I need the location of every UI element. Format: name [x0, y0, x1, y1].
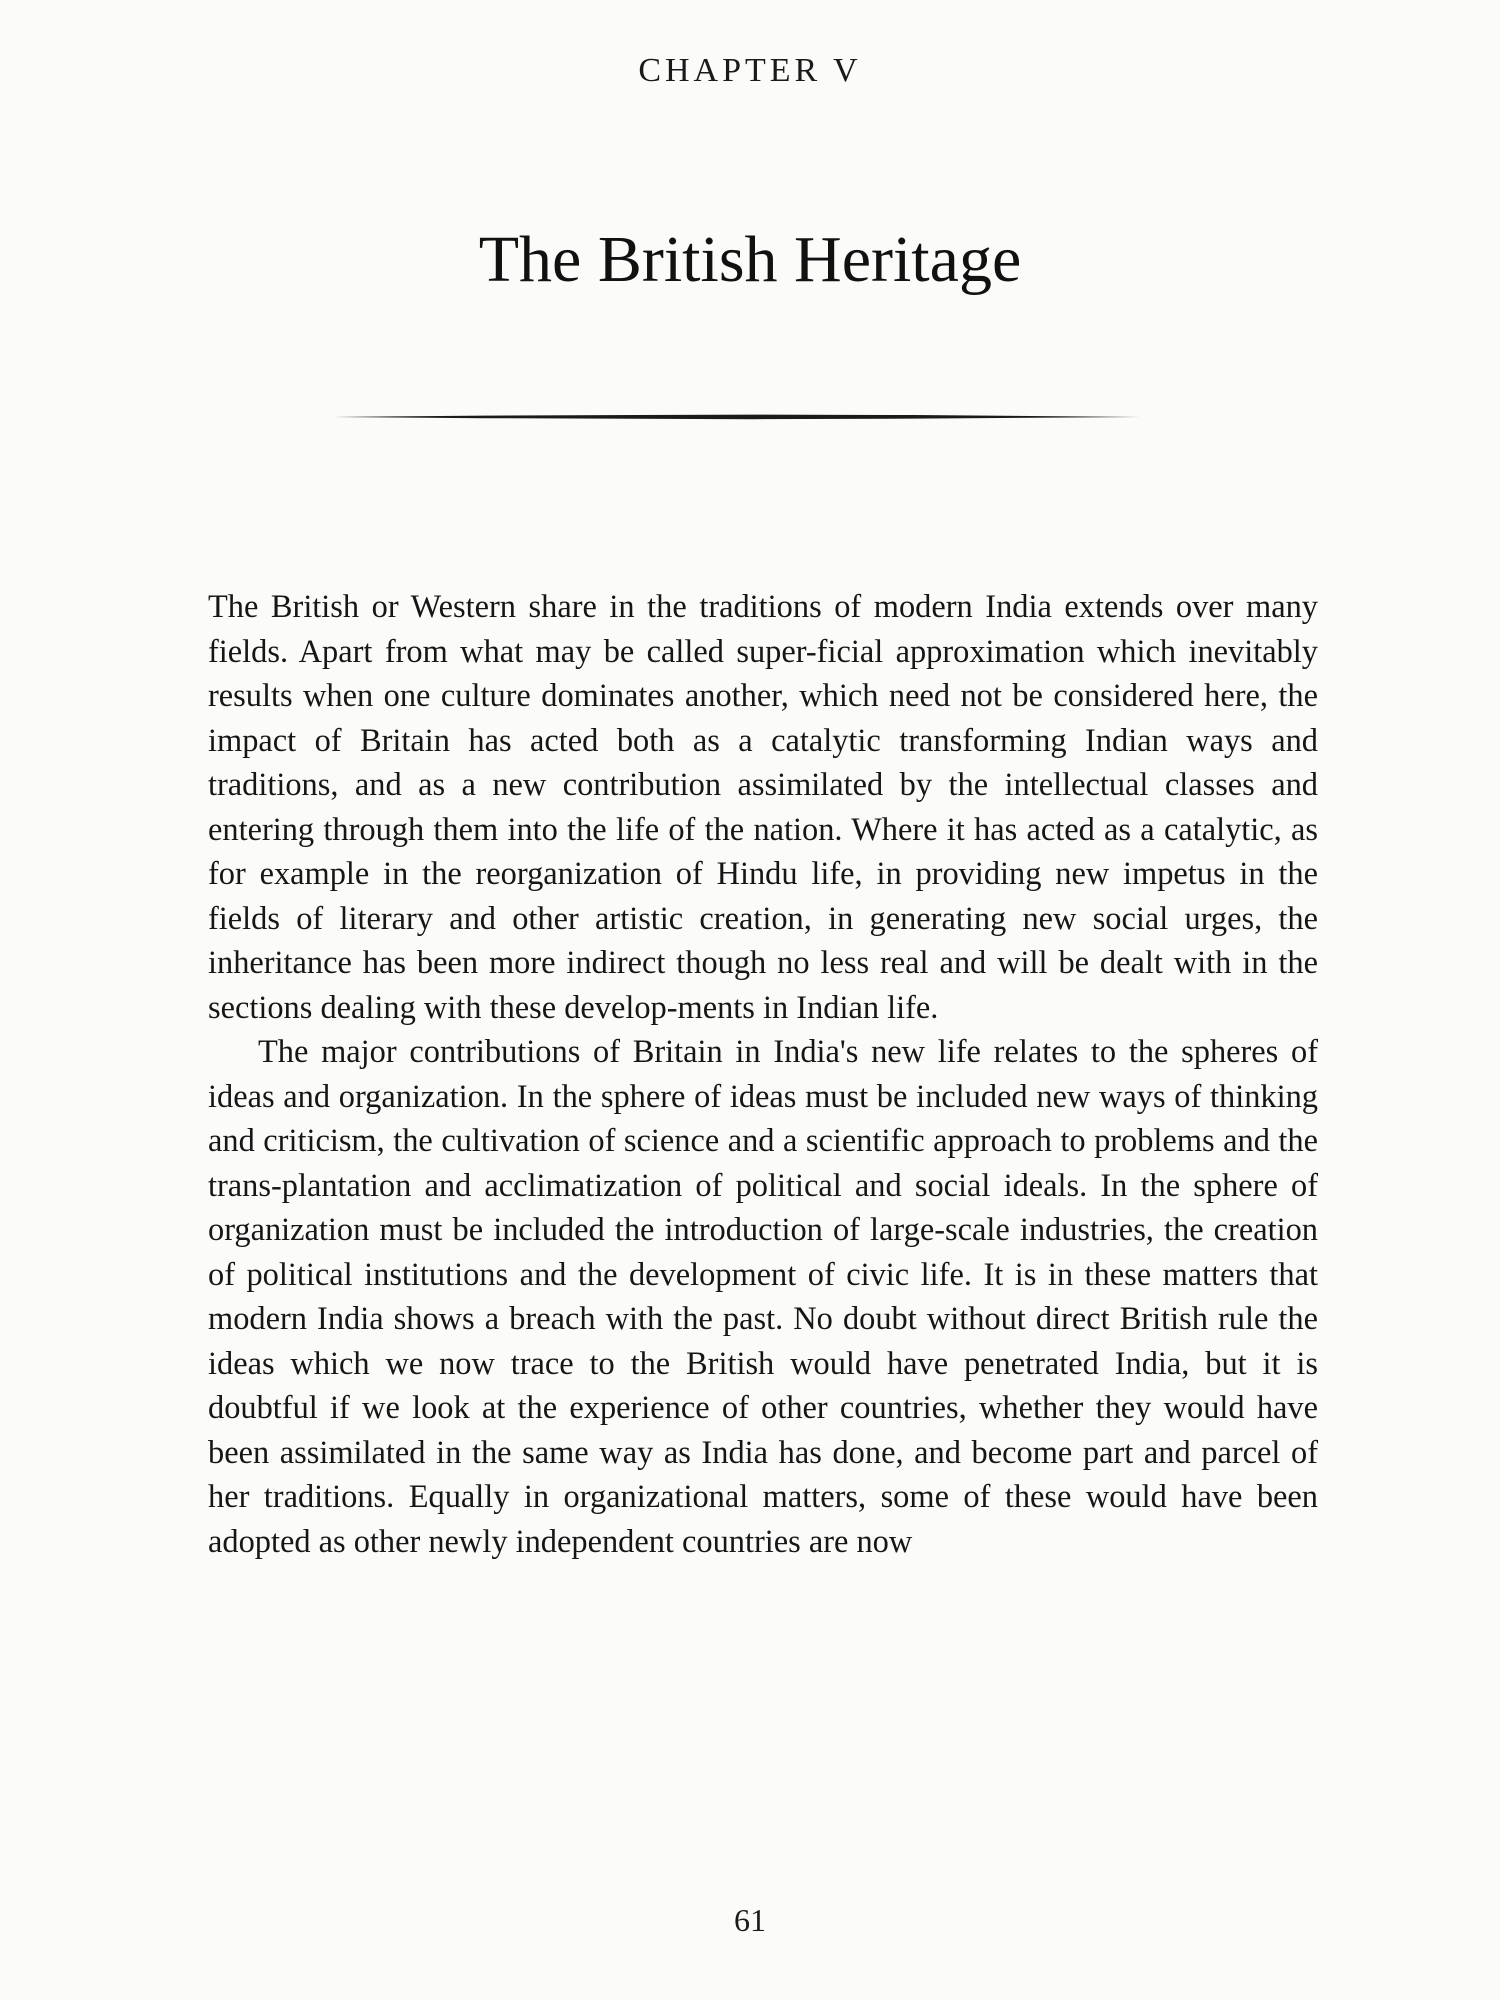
body-text — [208, 585, 1318, 1564]
page-number: 61 — [734, 1902, 766, 1938]
title-divider — [334, 414, 1140, 420]
chapter-title: The British Heritage — [478, 223, 1022, 297]
paragraph-1: The British or Western share in the traditions of modern India extends over many fields. Apart from what may be called super-ficial approximation which inevitably results when one culture dominates another, which need not be considered here, the impact of Britain has acted both as a catalytic transforming Indian ways and traditions, and as a new contribution assimilated by the intellectual classes and entering through them into the life of the nation. Where it has acted as a catalytic, as for example in the reorganization of Hindu life, in providing new impetus in the fields of literary and other artistic creation, in generating new social urges, the inheritance has been more indirect though no less real and will be dealt with in the sections dealing with these develop-ments in Indian life. — [208, 589, 1318, 1026]
paragraph-2: The major contributions of Britain in India's new life relates to the spheres of ideas and organization. In the sphere of ideas must be included new ways of thinking and criticism, the cultivation of science and a scientific approach to problems and the trans-plantation and acclimatization of political and social ideals. In the sphere of organization must be included the introduction of large-scale industries, the creation of political institutions and the development of civic life. It is in these matters that modern India shows a breach with the past. No doubt without direct British rule the ideas which we now trace to the British would have penetrated India, but it is doubtful if we look at the experience of other countries, whether they would have been assimilated in the same way as India has done, and become part and parcel of her traditions. Equally in organizational matters, some of these would have been adopted as other newly independent countries are now — [208, 1034, 1318, 1560]
chapter-label: CHAPTER V — [638, 52, 862, 89]
